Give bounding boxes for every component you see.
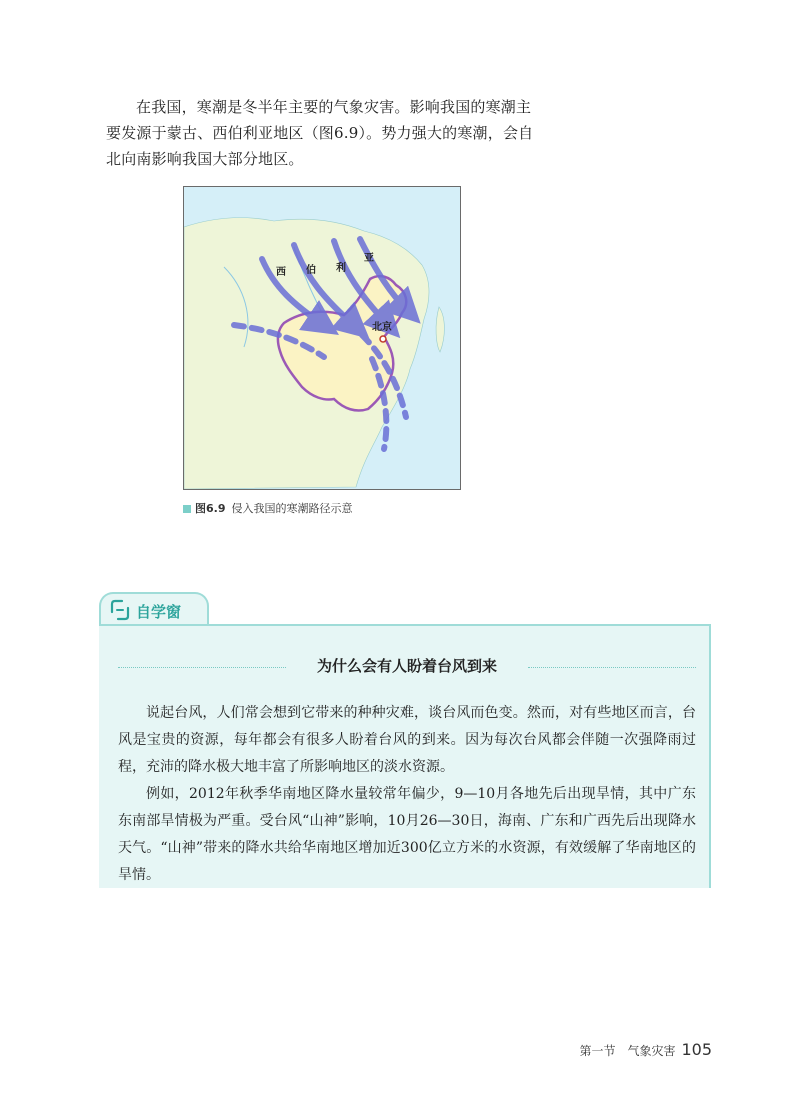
figure-number: 图6.9 [195,502,226,515]
page-number: 105 [681,1040,712,1059]
map-svg [184,187,460,489]
selfstudy-tab-label: 自学窗 [136,603,182,621]
page-footer [579,1040,712,1059]
selfstudy-title: 为什么会有人盼着台风到来 [316,657,497,675]
selfstudy-icon [108,598,132,622]
figure-title: 侵入我国的寒潮路径示意 [231,502,353,515]
region-label-2: 伯 [306,265,316,276]
selfstudy-body [118,700,696,889]
region-label-3: 利 [336,263,346,274]
caption-marker-icon [183,505,191,513]
selfstudy-paragraph-1: 说起台风，人们常会想到它带来的种种灾难，谈台风而色变。然而，对有些地区而言，台风是宝贵的资源，每年都会有很多人盼着台风的到来。因为每次台风都会伴随一次强降雨过程，充沛的降水极大地丰富了所影响地区的淡水资源。 [118,705,696,775]
region-label-1: 西 [276,267,286,278]
selfstudy-paragraph-2: 例如，2012年秋季华南地区降水量较常年偏少，9—10月各地先后出现旱情，其中广东东南部旱情极为严重。受台风“山神”影响，10月26—30日，海南、广东和广西先后出现降水天气。“山神”带来的降水共给华南地区增加近300亿立方米的水资源，有效缓解了华南地区的旱情。 [118,786,696,883]
footer-section: 第一节 气象灾害 [579,1044,676,1058]
capital-city-icon [380,336,386,342]
figure-caption [183,500,353,516]
region-label-4: 亚 [364,253,374,264]
beijing-label: 北京 [372,322,392,333]
cold-wave-map [183,186,461,490]
intro-paragraph: 在我国，寒潮是冬半年主要的气象灾害。影响我国的寒潮主要发源于蒙古、西伯利亚地区（图6.9）。势力强大的寒潮，会自北向南影响我国大部分地区。 [106,98,534,168]
